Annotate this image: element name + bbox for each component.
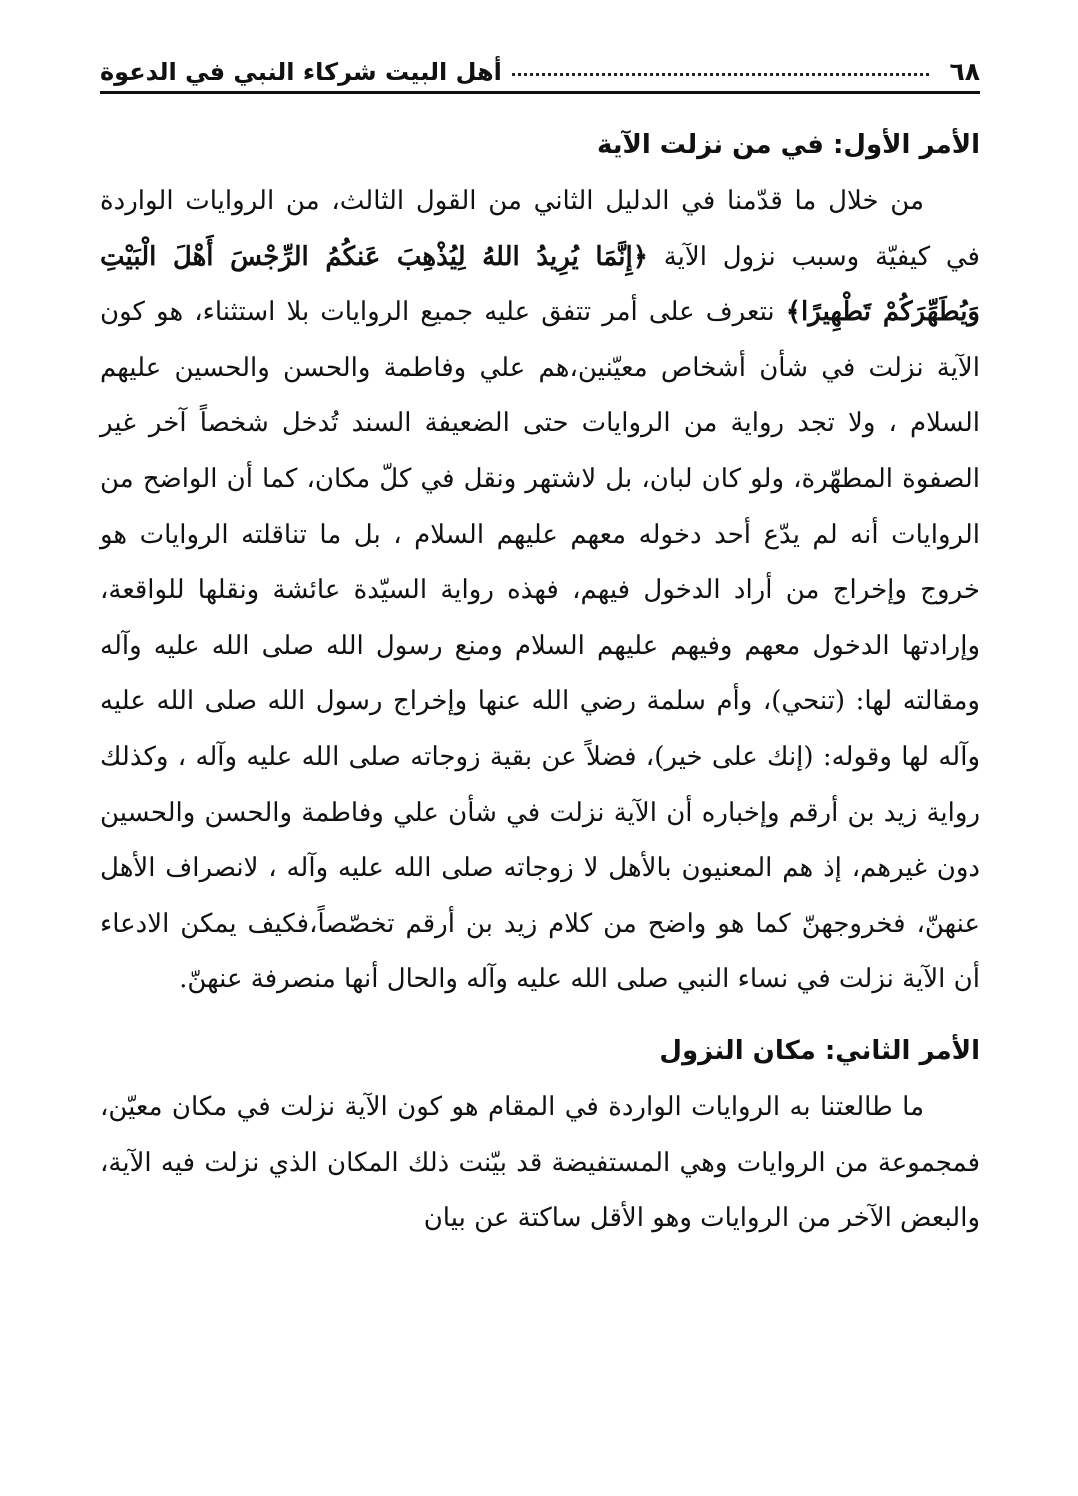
paragraph-1-text-after: نتعرف على أمر تتفق عليه جميع الروايات بلا استثناء، هو كون الآية نزلت في شأن أشخاص معيّنين،هم علي وفاطمة والحسن والحسين عليهم السلام ، ولا تجد رواية من الروايات حتى الضعيفة السند تُدخل شخصاً آخر غير الصفوة المطهّرة، ولو كان لبان، بل لاشتهر ونقل في كلّ مكان، كما أن الواضح من الروايات أنه لم يدّع أحد دخوله معهم عليهم السلام ، بل ما تناقلته الروايات هو خروج وإخراج من أراد الدخول فيهم، فهذه رواية السيّدة عائشة ونقلها للواقعة، وإرادتها الدخول معهم وفيهم عليهم السلام ومنع رسول الله صلى الله عليه وآله ومقالته لها: (تنحي)، وأم سلمة رضي الله عنها وإخراج رسول الله صلى الله عليه وآله لها وقوله: (إنك على خير)، فضلاً عن بقية زوجاته صلى الله عليه وآله ، وكذلك رواية زيد بن أرقم وإخباره أن الآية نزلت في شأن علي وفاطمة والحسن والحسين دون غيرهم، إذ هم المعنيون بالأهل لا زوجاته صلى الله عليه وآله ، لانصراف الأهل عنهنّ، فخروجهنّ كما هو واضح من كلام زيد بن أرقم تخصّصاً،فكيف يمكن الادعاء أن الآية نزلت في نساء النبي صلى الله عليه وآله والحال أنها منصرفة عنهنّ. [100,297,980,995]
page-number: ٦٨ [949,57,980,86]
quran-verse: ﴿إِنَّمَا يُرِيدُ اللهُ لِيُذْهِبَ عَنكُمُ الرِّجْسَ أَهْلَ الْبَيْتِ وَيُطَهِّرَكُمْ تَطْهِيرًا﴾ [100,241,980,328]
header-rule [100,91,980,94]
section-heading-1: الأمر الأول: في من نزلت الآية [596,130,980,160]
header-dot-leader [512,73,930,76]
running-title: أهل البيت شركاء النبي في الدعوة [100,58,502,86]
section-gap [100,1008,980,1022]
paragraph-2: ما طالعتنا به الروايات الواردة في المقام هو كون الآية نزلت في مكان معيّن، فمجموعة من الروايات وهي المستفيضة قد بيّنت ذلك المكان الذي نزلت فيه الآية، والبعض الآخر من الروايات وهو الأقل ساكتة عن بيان [100,1091,980,1234]
paragraph-1 [100,174,980,1008]
page-header [100,40,980,86]
section-heading-2: الأمر الثاني: مكان النزول [659,1035,980,1066]
paragraph-1-text-before: من خلال ما قدّمنا في الدليل الثاني من القول الثالث، من الروايات الواردة في كيفيّة وسبب نزول الآية [100,186,980,272]
page-body [100,116,980,1247]
